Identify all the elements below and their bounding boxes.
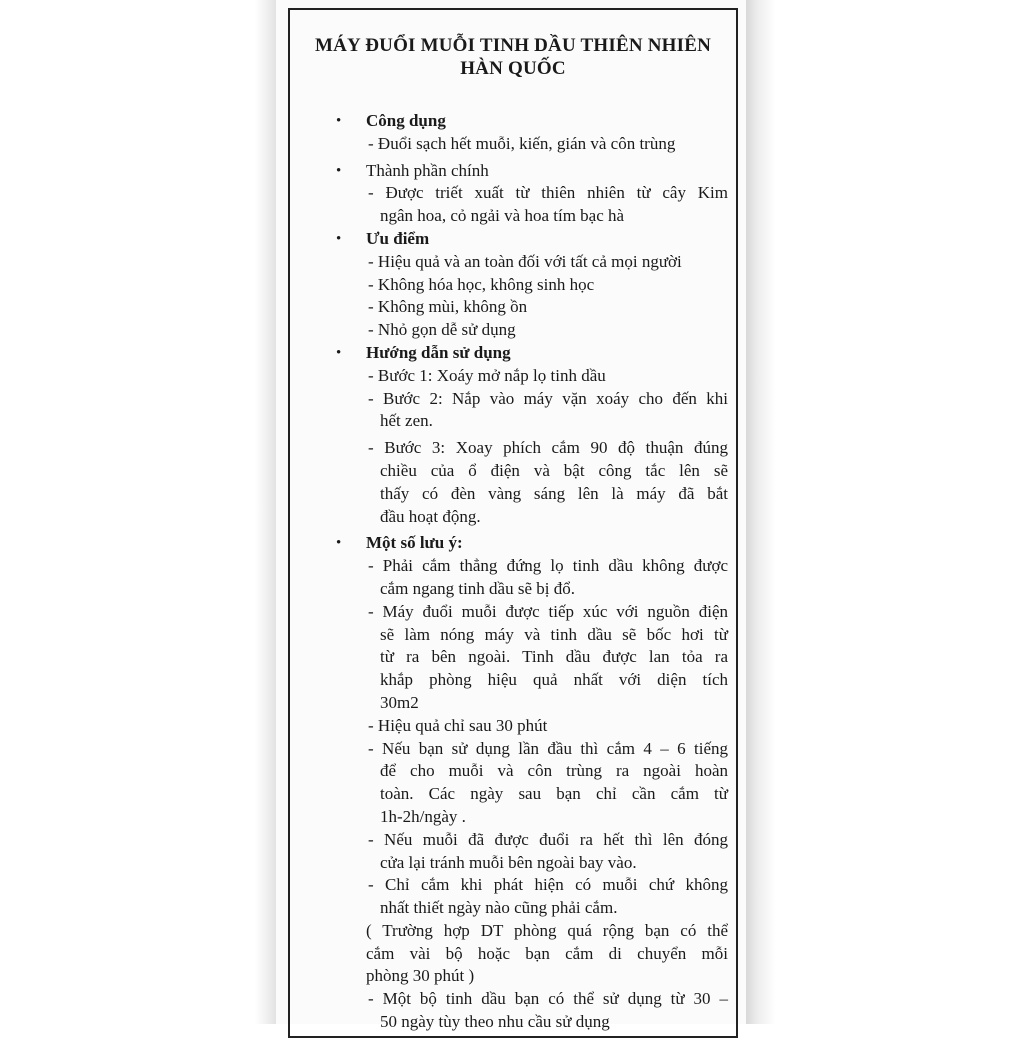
list-item-continuation: để cho muỗi và côn trùng ra ngoài hoàn xyxy=(380,761,728,781)
note-line: ( Trường hợp DT phòng quá rộng bạn có thể xyxy=(366,920,728,940)
list-item-continuation: thấy có đèn vàng sáng lên là máy đã bắt xyxy=(380,483,728,503)
bullet: • xyxy=(336,230,342,247)
list-item-continuation: cửa lại tránh muỗi bên ngoài bay vào. xyxy=(380,852,637,872)
list-item: - Phải cắm thẳng đứng lọ tinh dầu không được xyxy=(368,556,728,576)
list-item: - Máy đuổi muỗi được tiếp xúc với nguồn điện xyxy=(368,601,728,621)
list-item-continuation: 30m2 xyxy=(380,692,419,712)
bullet: • xyxy=(336,162,342,179)
bullet: • xyxy=(336,535,342,552)
list-item-continuation: chiều của ổ điện và bật công tắc lên sẽ xyxy=(380,460,728,480)
list-item: - Không mùi, không ồn xyxy=(368,297,528,317)
section-heading-uu-diem xyxy=(0,228,1024,251)
list-item: - Bước 3: Xoay phích cắm 90 độ thuận đúng xyxy=(368,438,728,458)
bullet: • xyxy=(336,113,342,129)
list-item: - Bước 1: Xoáy mở nắp lọ tinh dầu xyxy=(368,365,606,385)
list-item: - Đuổi sạch hết muỗi, kiến, gián và côn trùng xyxy=(368,133,676,153)
list-item-continuation: từ ra bên ngoài. Tinh dầu được lan tỏa ra xyxy=(380,647,728,667)
heading-text: Ưu điểm xyxy=(366,228,430,248)
heading-text: Hướng dẫn sử dụng xyxy=(366,342,511,362)
section-heading-luu-y xyxy=(0,532,1024,555)
list-item-continuation: đầu hoạt động. xyxy=(380,506,481,526)
document-title xyxy=(290,34,736,80)
title-line-1: MÁY ĐUỔI MUỖI TINH DẦU THIÊN NHIÊN xyxy=(315,35,711,56)
note-line: phòng 30 phút ) xyxy=(366,966,475,986)
list-item: - Nếu bạn sử dụng lần đầu thì cắm 4 – 6 tiếng xyxy=(368,738,728,758)
list-item-continuation: sẽ làm nóng máy và tinh dầu sẽ bốc hơi từ xyxy=(380,624,728,644)
heading-text: Thành phần chính xyxy=(366,160,489,180)
list-item: - Chỉ cắm khi phát hiện có muỗi chứ không xyxy=(368,875,728,895)
list-item: - Nếu muỗi đã được đuổi ra hết thì lên đóng xyxy=(368,829,728,849)
list-item: - Một bộ tinh dầu bạn có thể sử dụng từ 30 – xyxy=(368,989,728,1009)
list-item: - Hiệu quả chỉ sau 30 phút xyxy=(368,715,548,735)
list-item: - Nhỏ gọn dễ sử dụng xyxy=(368,320,516,340)
section-heading-huong-dan xyxy=(0,342,1024,365)
list-item-continuation: khắp phòng hiệu quả nhất với diện tích xyxy=(380,670,728,690)
list-item-continuation: hết zen. xyxy=(380,411,433,431)
list-item: - Được triết xuất từ thiên nhiên từ cây Kim xyxy=(368,183,728,203)
note-line: cắm vài bộ hoặc bạn cắm di chuyển mỗi xyxy=(366,943,728,963)
list-item-continuation: ngân hoa, cỏ ngải và hoa tím bạc hà xyxy=(380,206,625,226)
section-heading-cong-dung xyxy=(0,110,1024,133)
list-item: - Không hóa học, không sinh học xyxy=(368,274,595,294)
heading-text: Một số lưu ý: xyxy=(366,533,463,553)
list-item-continuation: nhất thiết ngày nào cũng phải cắm. xyxy=(380,898,618,918)
list-item-continuation: cắm ngang tinh dầu sẽ bị đổ. xyxy=(380,578,575,598)
list-item-continuation: 1h-2h/ngày . xyxy=(380,806,466,826)
section-heading-thanh-phan xyxy=(0,160,1024,183)
heading-text: Công dụng xyxy=(366,111,446,130)
list-item: - Hiệu quả và an toàn đối với tất cả mọi người xyxy=(368,251,682,271)
list-item-continuation: 50 ngày tùy theo nhu cầu sử dụng xyxy=(380,1012,610,1032)
list-item-continuation: toàn. Các ngày sau bạn chỉ cần cắm từ xyxy=(380,784,728,804)
bullet: • xyxy=(336,344,342,361)
document-body xyxy=(0,110,1024,1034)
title-line-2: HÀN QUỐC xyxy=(460,58,566,79)
list-item: - Bước 2: Nắp vào máy vặn xoáy cho đến khi xyxy=(368,388,728,408)
